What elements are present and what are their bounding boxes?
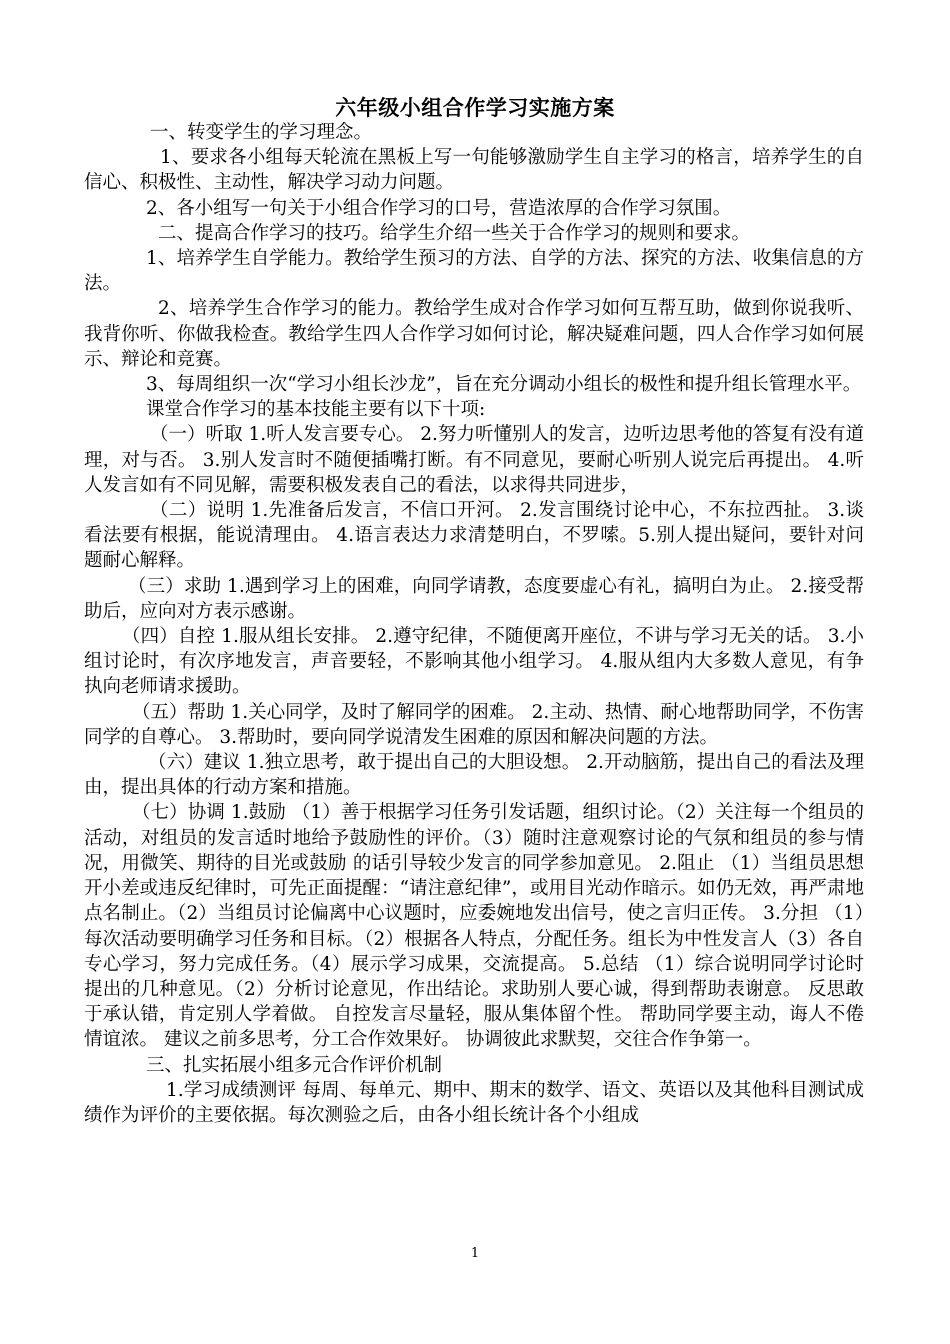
page-number: 1: [470, 1246, 480, 1261]
paragraph: （七）协调 1.鼓励 （1）善于根据学习任务引发话题，组织讨论。（2）关注每一个组员的活动，对组员的发言适时地给予鼓励性的评价。（3）随时注意观察讨论的气氛和组员的参与情况，用微笑、期待的目光或鼓励 的话引导较少发言的同学参加意见。 2.阻止 （1）当组员思想开小差或违反纪律时，可先正面提醒：“请注意纪律”，或用目光动作暗示。如仍无效，再严肃地点名制止。（2）当组员讨论偏离中心议题时，应委婉地发出信号，使之言归正传。 3.分担 （1）每次活动要明确学习任务和目标。（2）根据各人特点，分配任务。组长为中性发言人（3）各自专心学习，努力完成任务。（4）展示学习成果，交流提高。 5.总结 （1）综合说明同学讨论时提出的几种意见。（2）分析讨论意见，作出结论。求助别人要心诚，得到帮助表谢意。 反思敢于承认错，肯定别人学着做。 自控发言尽量轻，服从集体留个性。 帮助同学要主动，诲人不倦情谊浓。 建议之前多思考，分工合作效果好。 协调彼此求默契，交往合作争第一。: [84, 802, 864, 1051]
paragraph: （一）听取 1.听人发言要专心。 2.努力听懂别人的发言，边听边思考他的答复有没有道理，对与否。 3.别人发言时不随便插嘴打断。有不同意见，要耐心听别人说完后再提出。 4.听人发言如有不同见解，需要积极发表自己的看法，以求得共同进步，: [84, 424, 864, 496]
paragraph: （五）帮助 1.关心同学，及时了解同学的困难。 2.主动、热情、耐心地帮助同学，不伤害同学的自尊心。 3.帮助时，要向同学说清发生困难的原因和解决问题的方法。: [84, 701, 864, 748]
paragraph: 三、扎实拓展小组多元合作评价机制: [146, 1054, 443, 1076]
paragraph: 2、各小组写一句关于小组合作学习的口号，营造浓厚的合作学习氛围。: [146, 197, 732, 219]
paragraph: 一、转变学生的学习理念。: [150, 122, 373, 143]
document-title: 六年级小组合作学习实施方案: [335, 95, 615, 120]
paragraph: 1、培养学生自学能力。教给学生预习的方法、自学的方法、探究的方法、收集信息的方法。: [84, 248, 864, 295]
document-body: [84, 120, 864, 1128]
paragraph: 二、提高合作学习的技巧。给学生介绍一些关于合作学习的规则和要求。: [158, 222, 751, 244]
paragraph: 课堂合作学习的基本技能主要有以下十项:: [146, 399, 486, 421]
paragraph: （六）建议 1.独立思考，敢于提出自己的大胆设想。 2.开动脑筋，提出自己的看法及理由，提出具体的行动方案和措施。: [84, 752, 864, 799]
paragraph: 2、培养学生合作学习的能力。教给学生成对合作学习如何互帮互助，做到你说我听、我背你听、你做我检查。教给学生四人合作学习如何讨论，解决疑难问题，四人合作学习如何展示、辩论和竞赛。: [84, 298, 864, 370]
paragraph: 3、每周组织一次“学习小组长沙龙”，旨在充分调动小组长的极性和提升组长管理水平。: [146, 374, 862, 396]
paragraph: （四）自控 1.服从组长安排。 2.遵守纪律，不随便离开座位，不讲与学习无关的话。 3.小组讨论时，有次序地发言，声音要轻，不影响其他小组学习。 4.服从组内大多数人意见，有争执向老师请求援助。: [84, 626, 864, 698]
paragraph: （三）求助 1.遇到学习上的困难，向同学请教，态度要虚心有礼，搞明白为止。 2.接受帮助后，应向对方表示感谢。: [84, 575, 864, 622]
paragraph: 1、要求各小组每天轮流在黑板上写一句能够激励学生自主学习的格言，培养学生的自信心、积极性、主动性，解决学习动力问题。: [84, 147, 864, 194]
paragraph: 1.学习成绩测评 每周、每单元、期中、期末的数学、语文、英语以及其他科目测试成绩作为评价的主要依据。每次测验之后，由各小组长统计各个小组成: [84, 1079, 864, 1126]
paragraph: （二）说明 1.先准备后发言，不信口开河。 2.发言围绕讨论中心，不东拉西扯。 3.谈看法要有根据，能说清理由。 4.语言表达力求清楚明白，不罗嗦。5.别人提出疑问，要针对问题耐心解释。: [84, 500, 864, 572]
